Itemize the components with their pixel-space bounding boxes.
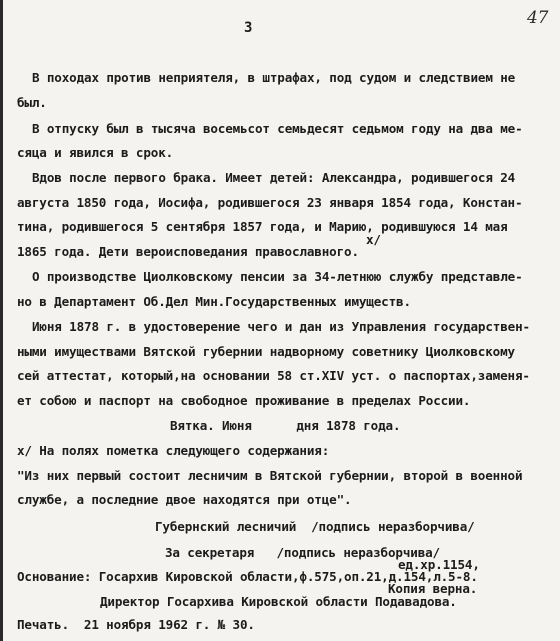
text-line-10: но в Департамент Об.Дел Мин.Государственных имуществ. — [17, 294, 411, 309]
signature-forester: Губернский лесничий /подпись неразборчива/ — [155, 519, 475, 534]
archive-director-line: Директор Госархива Кировской области Подавадова. — [100, 594, 457, 609]
date-line: Вятка. Июня дня 1878 года. — [170, 418, 401, 433]
seal-date-line: Печать. 21 ноября 1962 г. № 30. — [17, 617, 255, 632]
handwritten-folio-number: 47 — [527, 8, 549, 28]
text-line-7: тина, родившегося 5 сентября 1857 года, и Марию, родившуюся 14 мая — [17, 219, 508, 234]
archive-source-line: Основание: Госархив Кировской области,ф.575,оп.21,д.154,л.5-8. — [17, 569, 478, 584]
text-line-6: августа 1850 года, Иосифа, родившегося 23 января 1854 года, Констан- — [17, 195, 523, 210]
copy-certified-note: Копия верна. — [388, 581, 478, 596]
text-line-11: Июня 1878 г. в удостоверение чего и дан из Управления государствен- — [32, 319, 530, 334]
text-line-8: 1865 года. Дети вероисповедания православного. — [17, 244, 359, 259]
text-line-4: сяца и явился в срок. — [17, 145, 174, 160]
text-line-14: ет собою и паспорт на свободное проживание в пределах России. — [17, 393, 471, 408]
text-line-12: ными имуществами Вятской губернии надворному советнику Циолковскому — [17, 344, 515, 359]
footnote-intro: х/ На полях пометка следующего содержания: — [17, 443, 330, 458]
text-line-3: В отпуску был в тысяча восемьсот семьдесят седьмом году на два ме- — [32, 121, 523, 136]
text-line-9: О производстве Циолковскому пенсии за 34-летнюю службу представле- — [32, 269, 523, 284]
text-line-5: Вдов после первого брака. Имеет детей: Александра, родившегося 24 — [32, 170, 516, 185]
storage-unit-note: ед.хр.1154, — [398, 557, 480, 572]
text-line-1: В походах против неприятеля, в штрафах, под судом и следствием не — [32, 70, 516, 85]
footnote-mark: х/ — [366, 232, 381, 247]
text-line-13: сей аттестат, который,на основании 58 ст.XIV уст. о паспортах,заменя- — [17, 368, 530, 383]
text-line-2: был. — [17, 95, 47, 110]
footnote-text-1: "Из них первый состоит лесничим в Вятской губернии, второй в военной — [17, 468, 523, 483]
footnote-text-2: службе, а последние двое находятся при отце". — [17, 492, 352, 507]
page-number: 3 — [244, 20, 253, 36]
signature-secretary: За секретаря /подпись неразборчива/ — [165, 545, 440, 560]
